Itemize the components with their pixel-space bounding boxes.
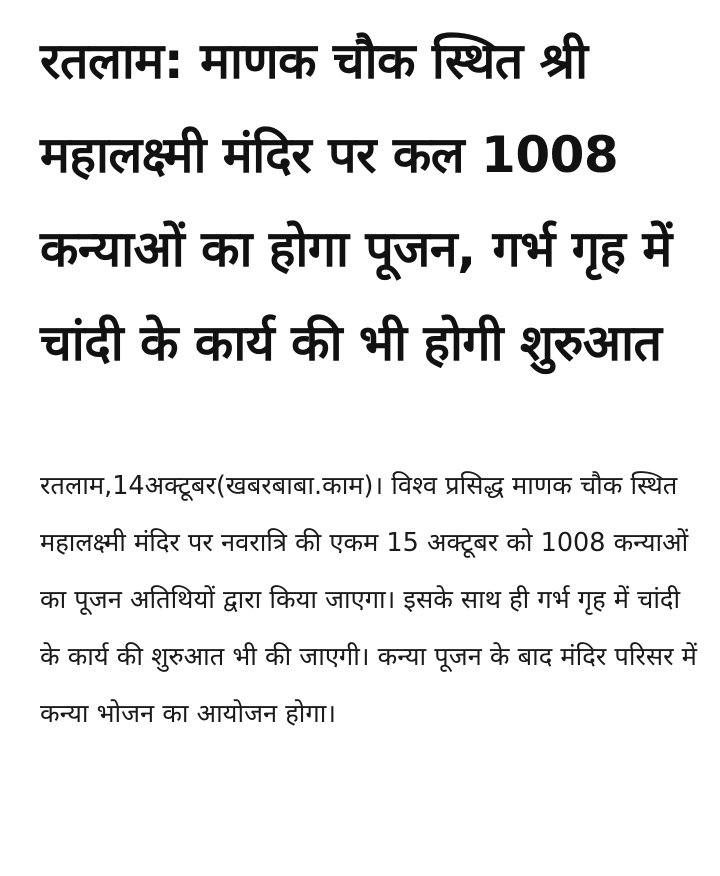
article-body: रतलाम,14अक्टूबर(खबरबाबा.काम)। विश्व प्रसिद्ध माणक चौक स्थित महालक्ष्मी मंदिर पर नवरात्रि की एकम 15 अक्टूबर को 1008 कन्याओं का पूजन अतिथियों द्वारा किया जाएगा। इसके साथ ही गर्भ गृह में चांदी के कार्य की शुरुआत भी की जाएगी। कन्या पूजन के बाद मंदिर परिसर में कन्या भोजन का आयोजन होगा। <box>40 471 697 729</box>
article-headline: रतलाम: माणक चौक स्थित श्री महालक्ष्मी मंदिर पर कल 1008 कन्याओं का होगा पूजन, गर्भ गृह में चांदी के कार्य की भी होगी शुरुआत <box>40 32 672 372</box>
news-article <box>40 0 700 743</box>
